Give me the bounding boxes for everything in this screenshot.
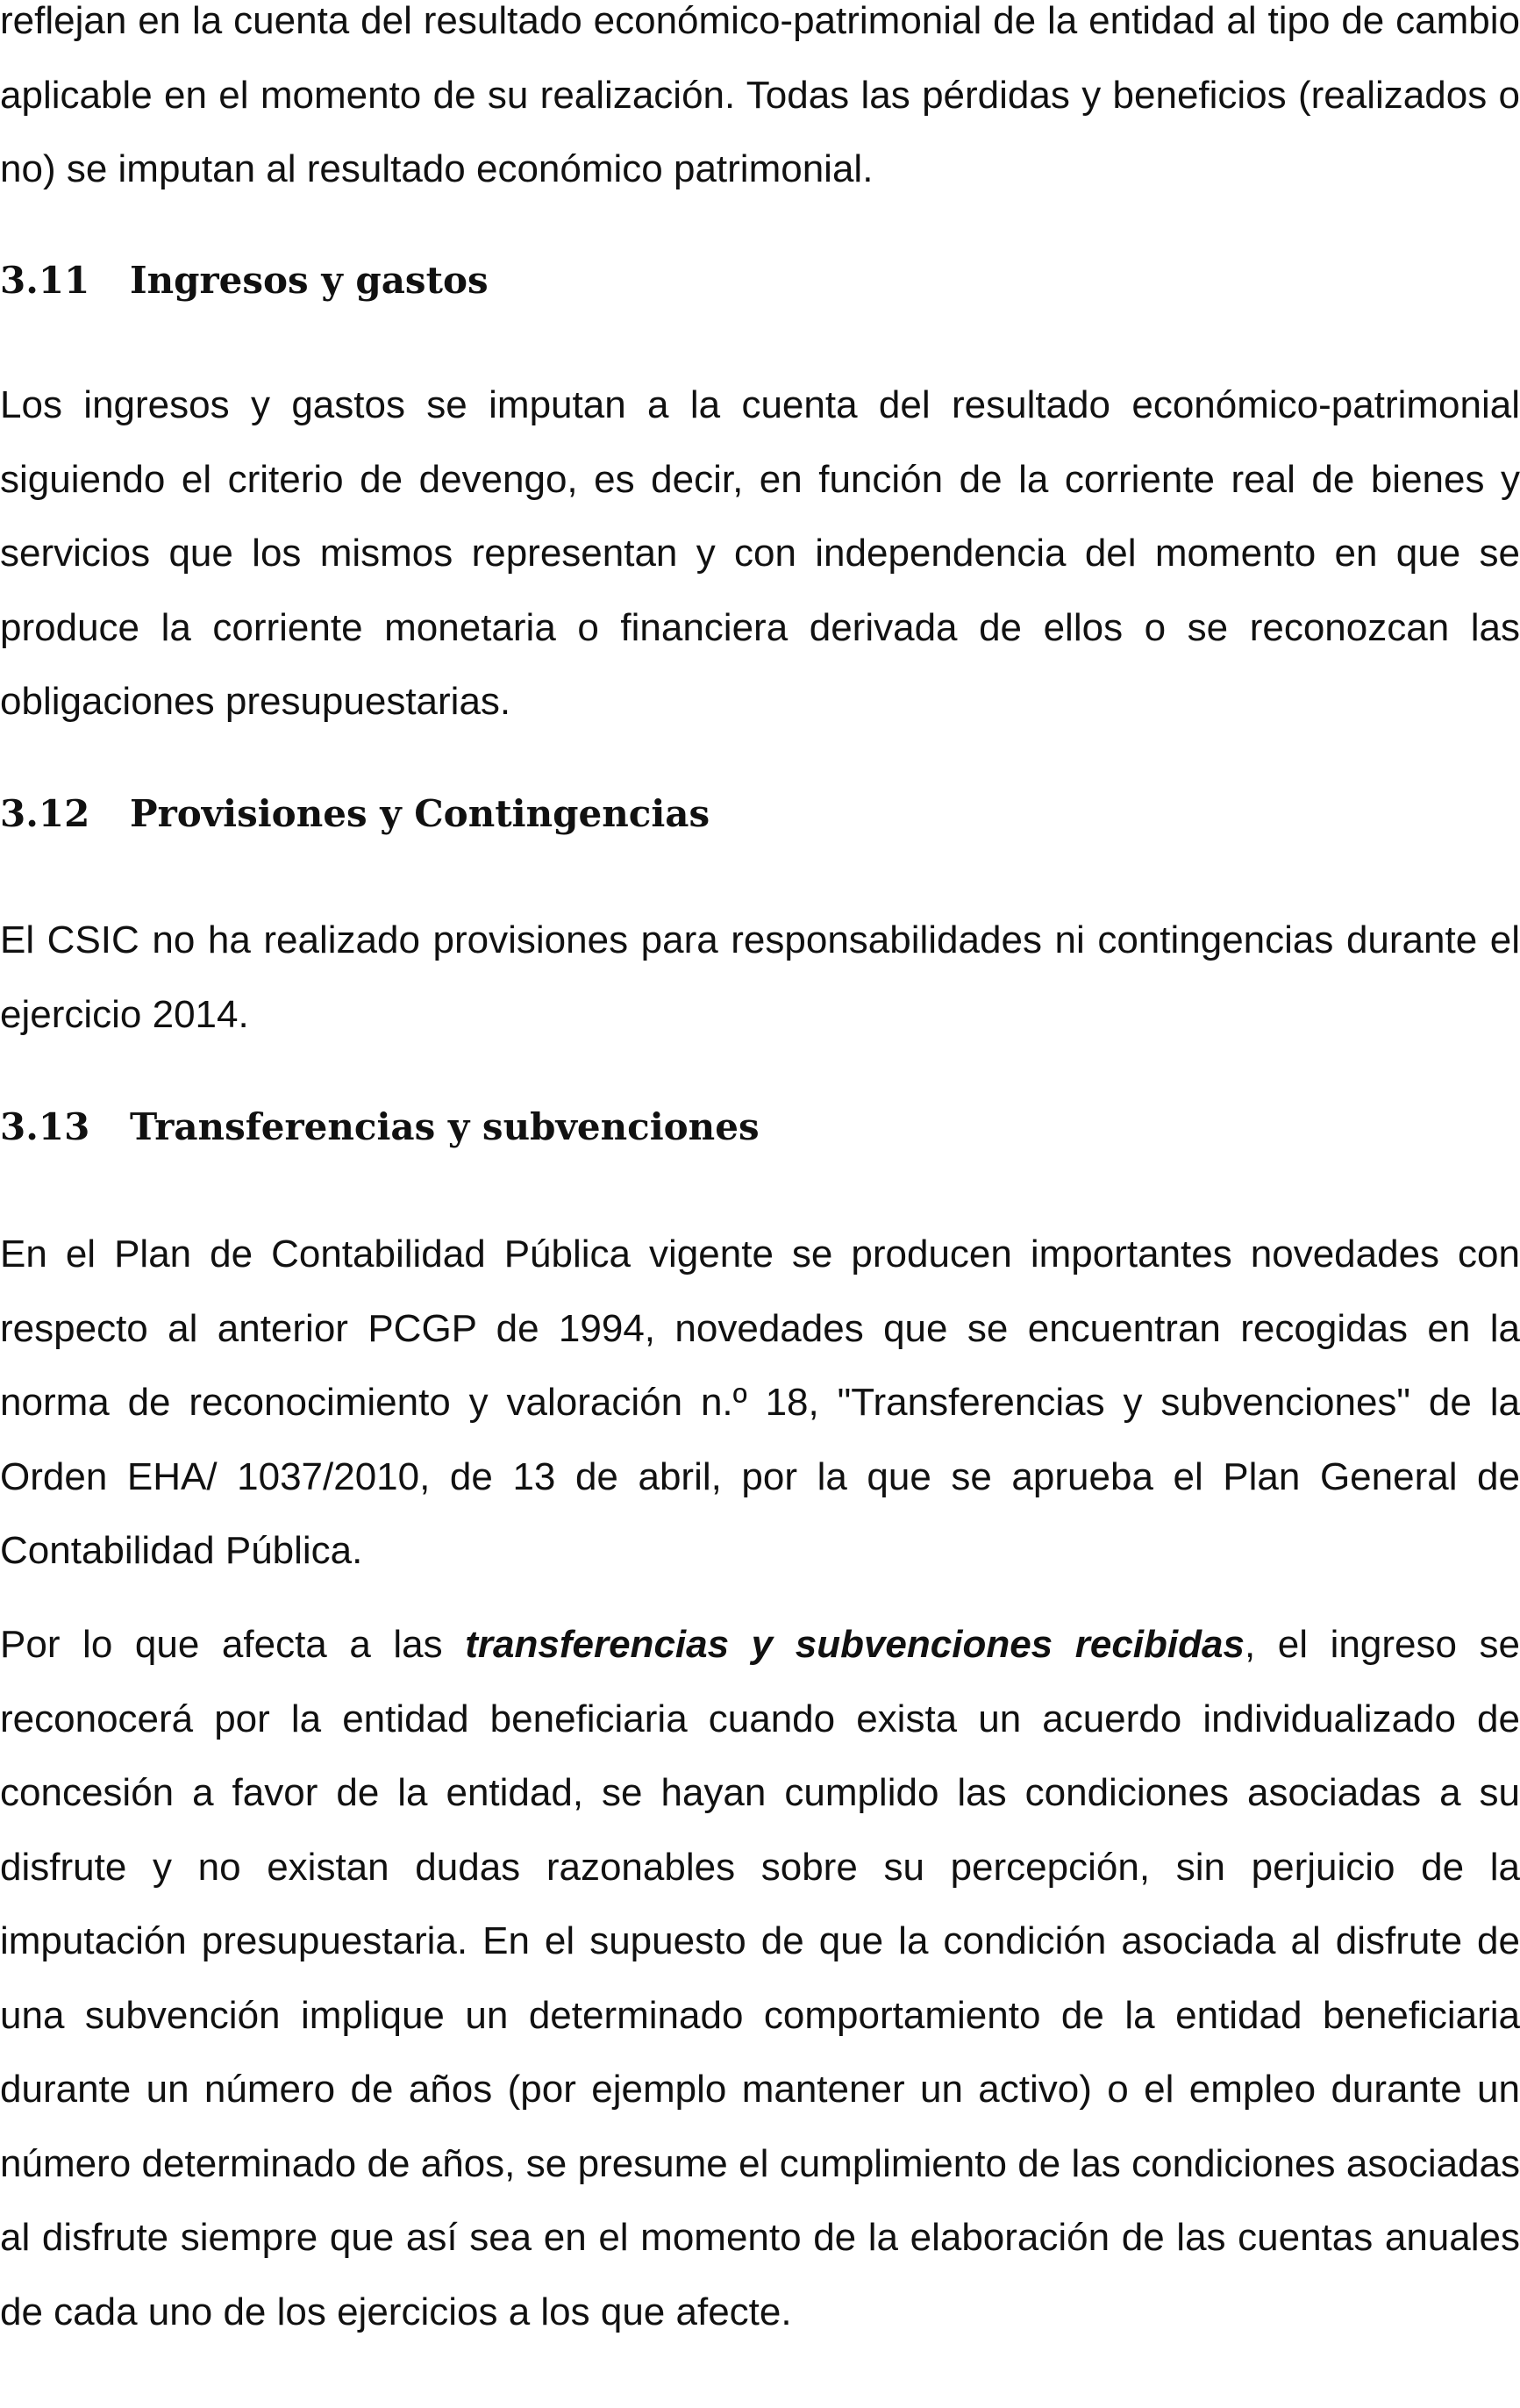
section-title: Provisiones y Contingencias: [130, 792, 710, 835]
section-number: 3.12: [0, 792, 90, 835]
paragraph-suffix: , el ingreso se reconocerá por la entidad beneficiaria cuando exista un acuerdo individualizado de concesión a favor de la entidad, se hayan cumplido las condiciones asociadas a su disfrute y no existan dudas razonables sobre su percepción, sin perjuicio de la imputación presupuestaria. En el supuesto de que la condición asociada al disfrute de una subvención implique un determinado comportamiento de la entidad beneficiaria durante un número de años (por ejemplo mantener un activo) o el empleo durante un número determinado de años, se presume el cumplimiento de las condiciones asociadas al disfrute siempre que así sea en el momento de la elaboración de las cuentas anuales de cada uno de los ejercicios a los que afecte.: [0, 1623, 1520, 2333]
intro-paragraph: reflejan en la cuenta del resultado económico-patrimonial de la entidad al tipo de cambio aplicable en el momento de su realización. Todas las pérdidas y beneficios (realizados o no) se imputan al resultado económico patrimonial.: [0, 0, 1520, 190]
section-heading-3-11: [0, 244, 489, 318]
transferencias-paragraph-2: [0, 1608, 1520, 2349]
section-title: Ingresos y gastos: [130, 259, 489, 302]
section-title: Transferencias y subvenciones: [130, 1105, 760, 1148]
provisiones-paragraph: El CSIC no ha realizado provisiones para responsabilidades ni contingencias durante el ejercicio 2014.: [0, 918, 1520, 1036]
transferencias-paragraph-1: En el Plan de Contabilidad Pública vigente se producen importantes novedades con respecto al anterior PCGP de 1994, novedades que se encuentran recogidas en la norma de reconocimiento y valoración n.º 18, "Transferencias y subvenciones" de la Orden EHA/ 1037/2010, de 13 de abril, por la que se aprueba el Plan General de Contabilidad Pública.: [0, 1233, 1520, 1572]
section-heading-3-12: [0, 777, 710, 851]
section-number: 3.13: [0, 1105, 90, 1148]
emphasis-text: transferencias y subvenciones recibidas: [465, 1623, 1245, 1666]
ingresos-gastos-paragraph: Los ingresos y gastos se imputan a la cuenta del resultado económico-patrimonial siguiendo el criterio de devengo, es decir, en función de la corriente real de bienes y servicios que los mismos representan y con independencia del momento en que se produce la corriente monetaria o financiera derivada de ellos o se reconozcan las obligaciones presupuestarias.: [0, 383, 1520, 723]
section-heading-3-13: [0, 1090, 760, 1164]
paragraph-prefix: Por lo que afecta a las: [0, 1623, 466, 1666]
section-number: 3.11: [0, 259, 90, 302]
